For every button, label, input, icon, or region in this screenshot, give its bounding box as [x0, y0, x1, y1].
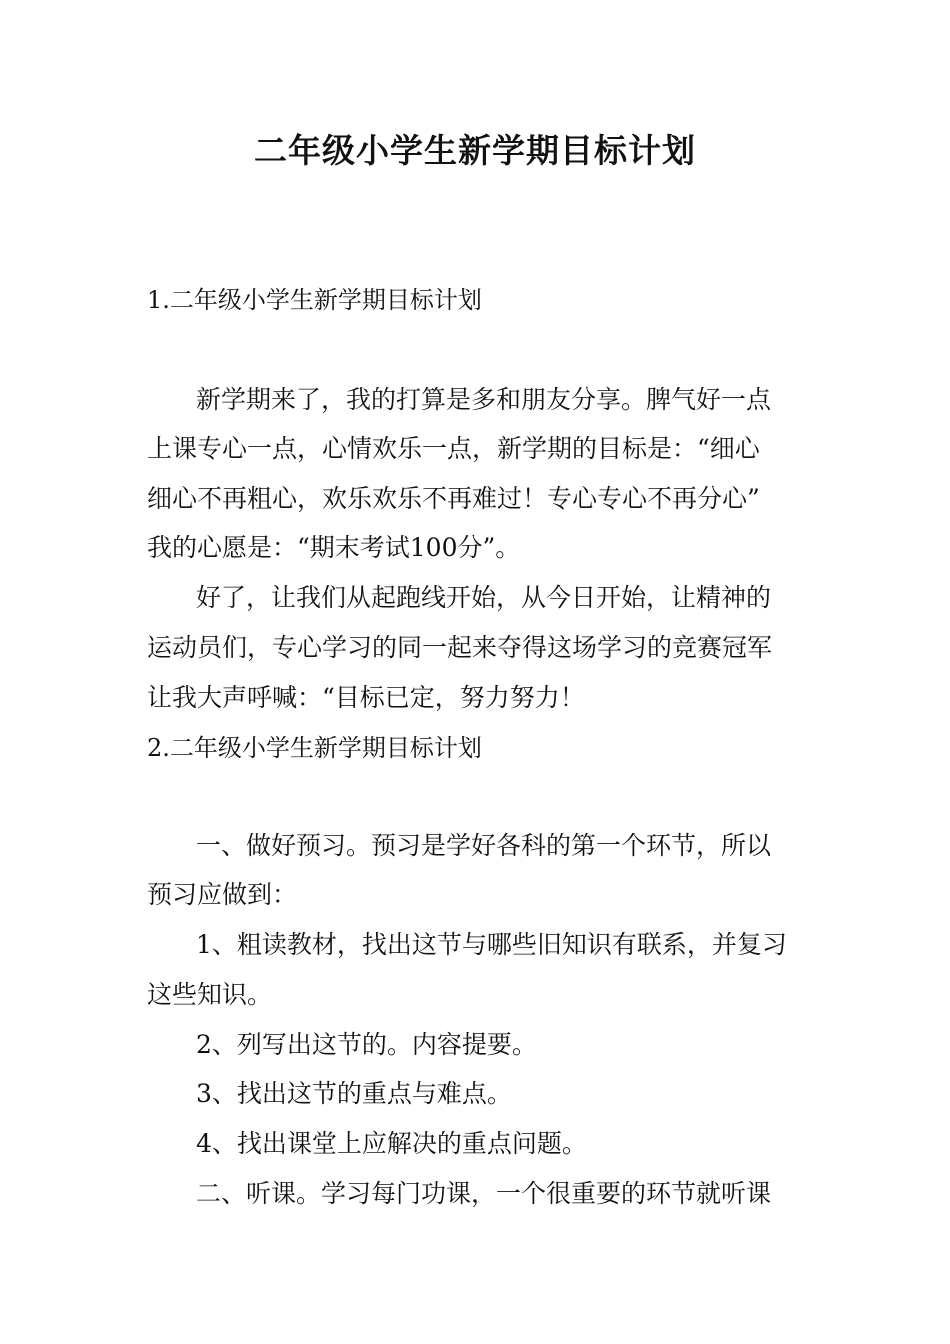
- section-heading-2: 2.二年级小学生新学期目标计划: [147, 734, 482, 762]
- paragraph-line: 二、听课。学习每门功课，一个很重要的环节就听课: [196, 1179, 772, 1208]
- paragraph-line: 运动员们，专心学习的同一起来夺得这场学习的竞赛冠军: [147, 633, 773, 662]
- list-item: 3、找出这节的重点与难点。: [196, 1079, 512, 1108]
- paragraph-line: 这些知识。: [147, 980, 273, 1009]
- paragraph-line: 好了，让我们从起跑线开始，从今日开始，让精神的: [196, 583, 772, 612]
- paragraph-line: 预习应做到：: [147, 880, 298, 909]
- paragraph-line: 我的心愿是：“期末考试100分”。: [147, 533, 521, 562]
- paragraph-line: 一、做好预习。预习是学好各科的第一个环节，所以: [196, 831, 772, 860]
- list-item: 4、找出课堂上应解决的重点问题。: [196, 1129, 587, 1158]
- document-title: 二年级小学生新学期目标计划: [254, 131, 696, 170]
- paragraph-line: 让我大声呼喊：“目标已定，努力努力！: [147, 683, 585, 712]
- paragraph-line: 细心不再粗心，欢乐欢乐不再难过！专心专心不再分心”: [147, 484, 760, 513]
- paragraph-line: 上课专心一点，心情欢乐一点，新学期的目标是：“细心: [147, 434, 760, 463]
- section-heading-1: 1.二年级小学生新学期目标计划: [147, 286, 482, 314]
- paragraph-line: 新学期来了，我的打算是多和朋友分享。脾气好一点: [196, 385, 772, 414]
- list-item: 2、列写出这节的。内容提要。: [196, 1030, 537, 1059]
- list-item: 1、粗读教材，找出这节与哪些旧知识有联系，并复习: [196, 930, 787, 959]
